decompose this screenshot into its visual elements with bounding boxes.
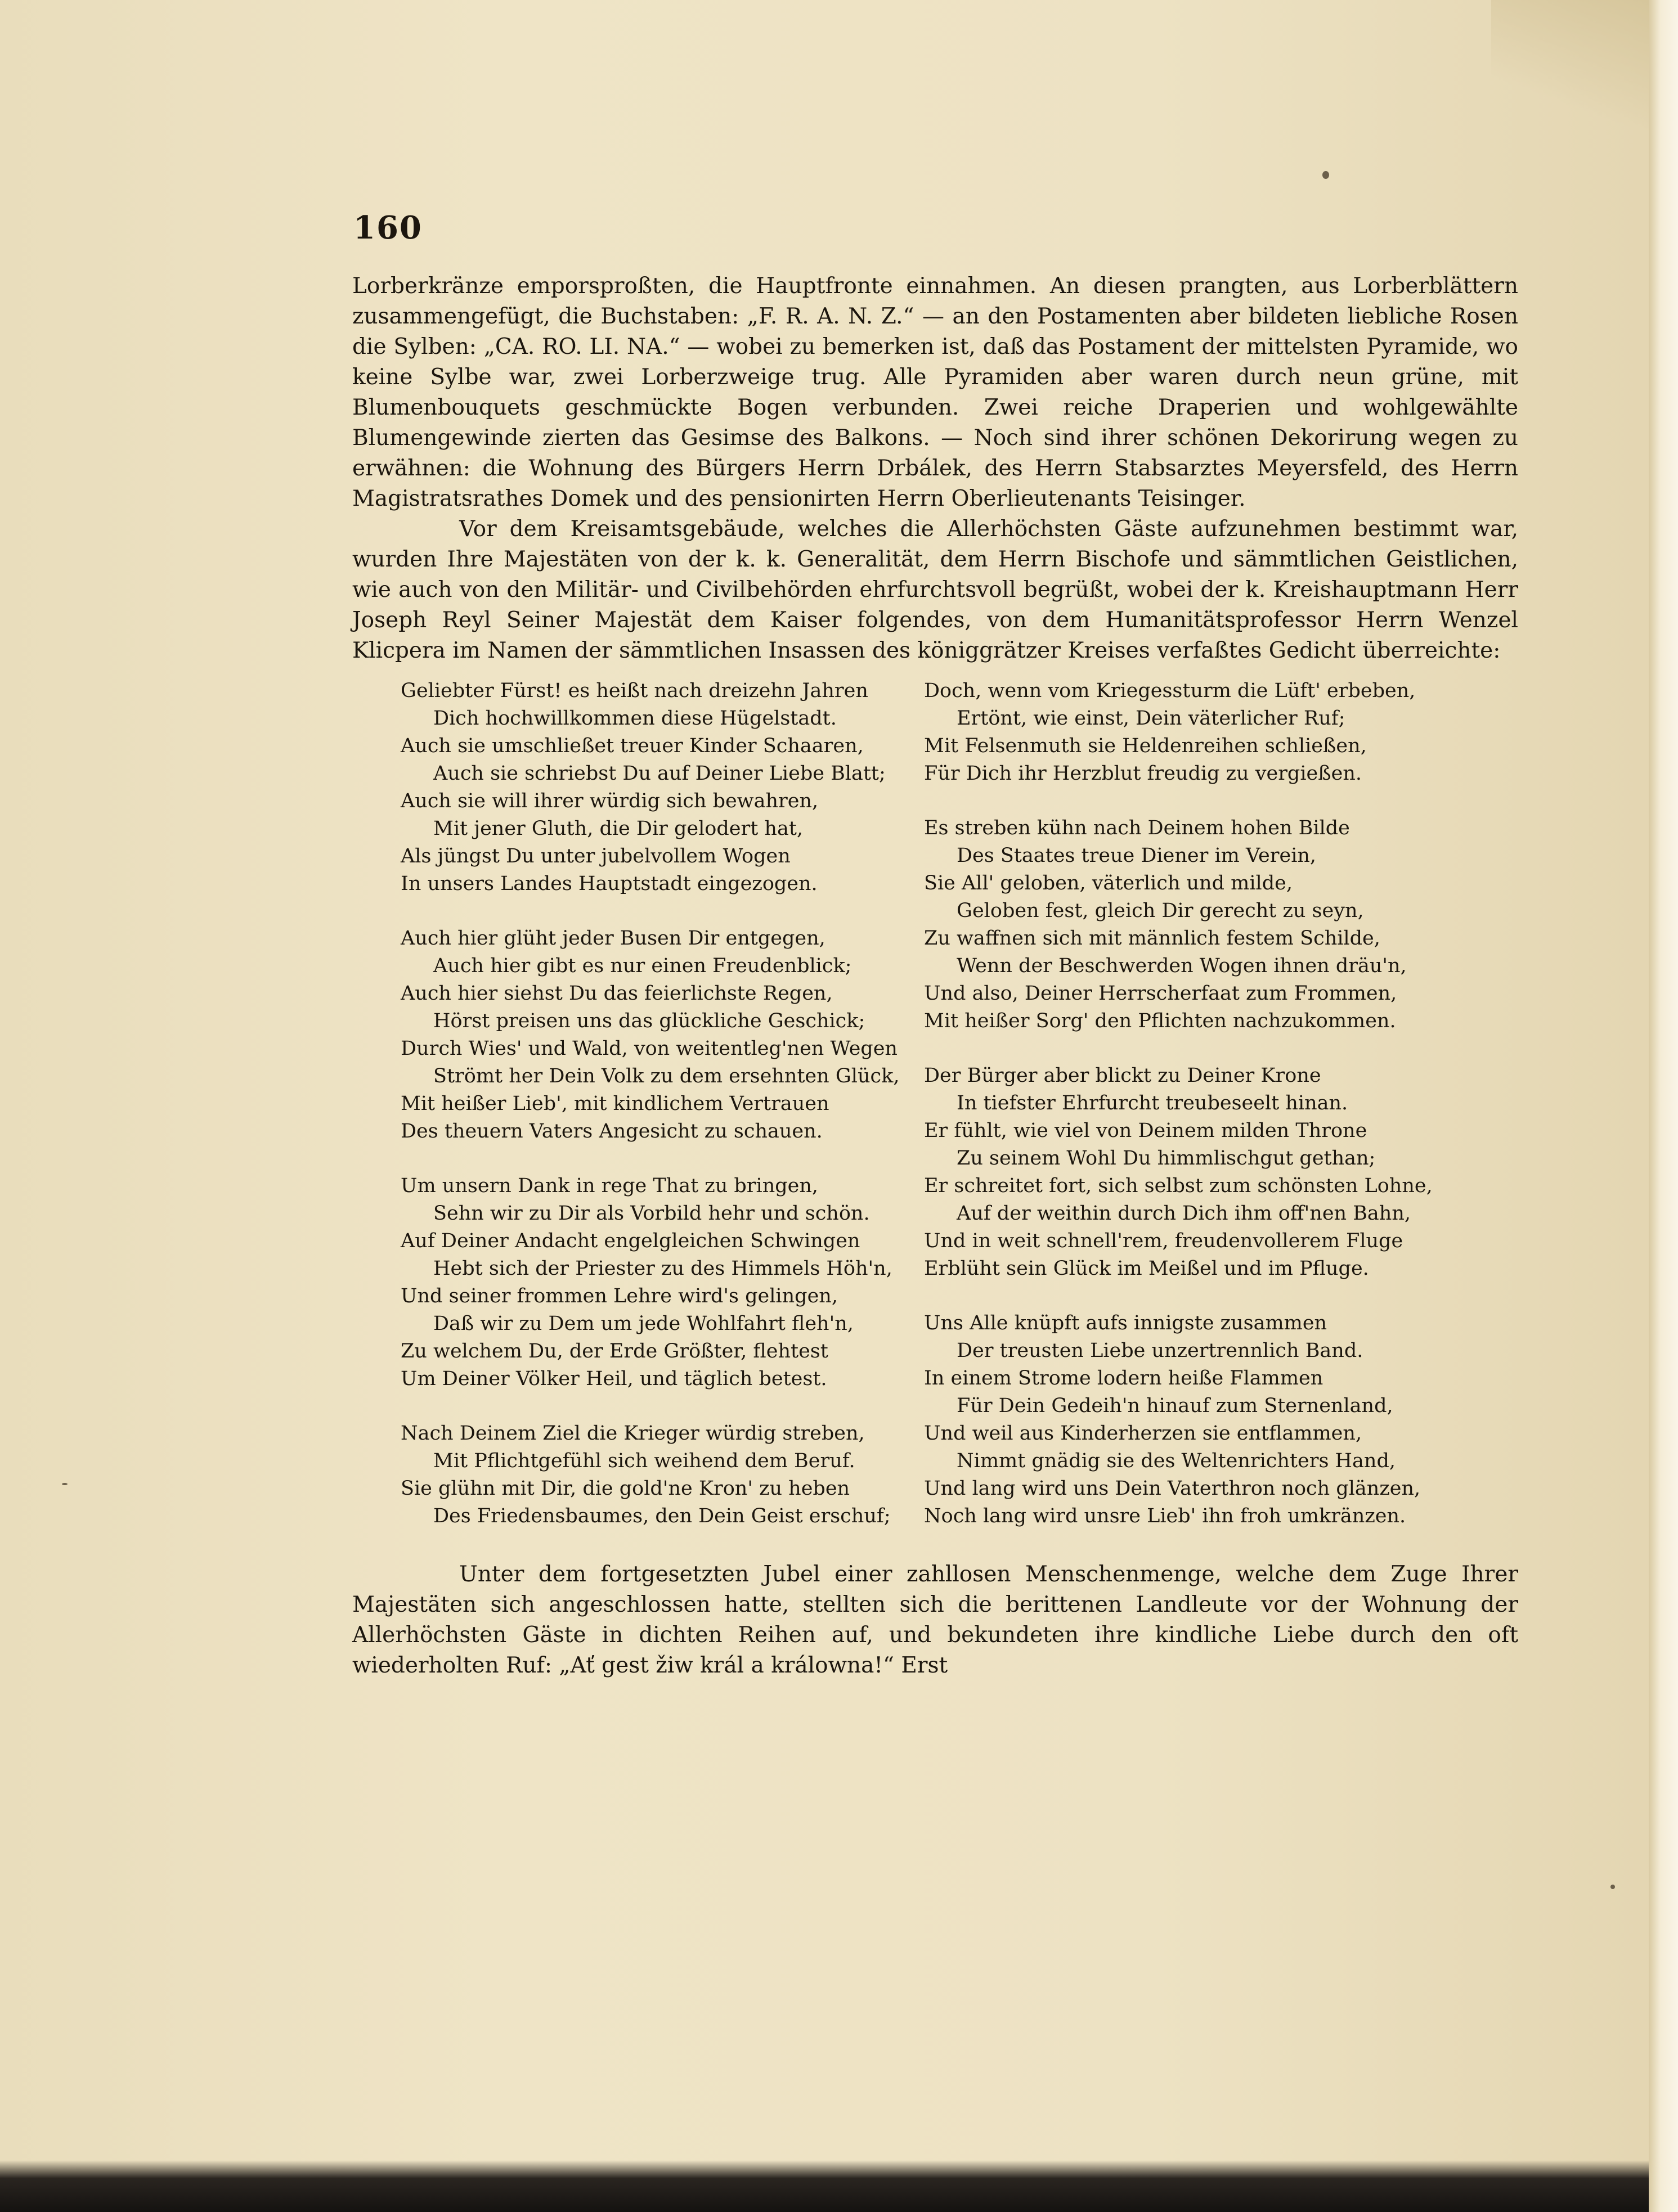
poem-line: Auch hier gibt es nur einen Freudenblick; [433, 955, 852, 977]
poem-line: Und also, Deiner Herrscherfaat zum Frommen, [924, 982, 1397, 1005]
poem-line: Sehn wir zu Dir als Vorbild hehr und schön. [433, 1202, 870, 1225]
poem-stanza [924, 815, 1487, 1035]
poem-line: Auf der weithin durch Dich ihm off'nen Bahn, [957, 1202, 1411, 1225]
paragraph-jubilation: Unter dem fortgesetzten Jubel einer zahllosen Menschenmenge, welche dem Zuge Ihrer Majestäten sich angeschlossen hatte, stellten sich die berittenen Landleute vor der Wohnung der Allerhöchsten Gäste in dichten Reihen auf, und bekundeten ihre kindliche Liebe durch den oft wiederholten Ruf: „Ať gest žiw král a králowna!“ Erst [352, 1562, 1518, 1678]
poem-line: Zu seinem Wohl Du himmlischgut gethan; [957, 1147, 1376, 1170]
poem-stanza [401, 677, 907, 898]
poem-line: Mit Felsenmuth sie Heldenreihen schließen, [924, 735, 1367, 757]
poem-right-column [924, 677, 1487, 1557]
poem-line: Er fühlt, wie viel von Deinem milden Throne [924, 1120, 1367, 1142]
poem-line: Des theuern Vaters Angesicht zu schauen. [401, 1120, 823, 1143]
poem-line: Hörst preisen uns das glückliche Geschick; [433, 1010, 865, 1032]
page-corner-shadow [1491, 0, 1649, 135]
poem-line: Des Staates treue Diener im Verein, [957, 844, 1317, 867]
poem-line: Zu welchem Du, der Erde Größter, flehtest [401, 1340, 828, 1363]
poem-line: Auch sie umschließet treuer Kinder Schaaren, [401, 735, 864, 757]
poem-line: Es streben kühn nach Deinem hohen Bilde [924, 817, 1350, 839]
poem-line: Nimmt gnädig sie des Weltenrichters Hand, [957, 1450, 1396, 1472]
poem-stanza [924, 1062, 1487, 1283]
poem-stanza [401, 1172, 907, 1393]
poem-left-column [401, 677, 907, 1557]
poem-line: Ertönt, wie einst, Dein väterlicher Ruf; [957, 707, 1345, 730]
poem-line: Des Friedensbaumes, den Dein Geist erschuf; [433, 1505, 891, 1527]
page-number: 160 [353, 209, 423, 246]
poem-line: In tiefster Ehrfurcht treubeseelt hinan. [957, 1092, 1348, 1114]
poem-line: Für Dich ihr Herzblut freudig zu vergießen. [924, 762, 1362, 785]
poem-line: Zu waffnen sich mit männlich festem Schilde, [924, 927, 1380, 950]
poem-line: Mit Pflichtgefühl sich weihend dem Beruf. [433, 1450, 855, 1472]
body-text-top [352, 271, 1518, 666]
poem-line: Sie glühn mit Dir, die gold'ne Kron' zu heben [401, 1477, 850, 1500]
poem-line: Daß wir zu Dem um jede Wohlfahrt fleh'n, [433, 1312, 854, 1335]
poem-line: Er schreitet fort, sich selbst zum schönsten Lohne, [924, 1175, 1433, 1197]
poem-line: Auch sie will ihrer würdig sich bewahren, [401, 790, 819, 812]
poem-line: Auch hier glüht jeder Busen Dir entgegen, [401, 927, 825, 950]
poem-line: In einem Strome lodern heiße Flammen [924, 1367, 1323, 1390]
poem-stanza [401, 925, 907, 1145]
poem-line: Und in weit schnell'rem, freudenvollerem Fluge [924, 1230, 1403, 1252]
poem-line: Noch lang wird unsre Lieb' ihn froh umkränzen. [924, 1505, 1406, 1527]
paper-speck [62, 1483, 68, 1485]
poem-line: Strömt her Dein Volk zu dem ersehnten Glück, [433, 1065, 900, 1087]
poem-line: Geliebter Fürst! es heißt nach dreizehn Jahren [401, 680, 868, 702]
poem-line: Und weil aus Kinderherzen sie entflammen, [924, 1422, 1362, 1445]
poem-stanza [924, 1310, 1487, 1530]
poem-line: Erblüht sein Glück im Meißel und im Pfluge. [924, 1257, 1369, 1280]
poem-line: Auf Deiner Andacht engelgleichen Schwingen [401, 1230, 860, 1252]
poem-line: Um Deiner Völker Heil, und täglich betest. [401, 1368, 827, 1390]
paper-speck [1610, 1885, 1615, 1889]
page-edge [1649, 0, 1678, 2212]
poem-line: Der treusten Liebe unzertrennlich Band. [957, 1339, 1363, 1362]
poem-line: Auch hier siehst Du das feierlichste Regen, [401, 982, 833, 1005]
poem-line: Hebt sich der Priester zu des Himmels Höh'n, [433, 1257, 892, 1280]
poem-line: Geloben fest, gleich Dir gerecht zu seyn, [957, 900, 1364, 922]
body-text-bottom [352, 1559, 1518, 1681]
poem-line: Mit jener Gluth, die Dir gelodert hat, [433, 817, 804, 840]
poem-line: Als jüngst Du unter jubelvollem Wogen [401, 845, 791, 867]
poem-line: Mit heißer Sorg' den Pflichten nachzukommen. [924, 1010, 1396, 1032]
paper-speck [1322, 171, 1329, 179]
poem-line: Nach Deinem Ziel die Krieger würdig streben, [401, 1422, 865, 1445]
scan-bottom-shadow [0, 2160, 1649, 2212]
poem-line: Durch Wies' und Wald, von weitentleg'nen Wegen [401, 1037, 898, 1060]
poem-line: Und seiner frommen Lehre wird's gelingen, [401, 1285, 838, 1307]
poem-line: Doch, wenn vom Kriegessturm die Lüft' erbeben, [924, 680, 1416, 702]
poem-line: Mit heißer Lieb', mit kindlichem Vertrauen [401, 1092, 829, 1115]
poem-line: Und lang wird uns Dein Vaterthron noch glänzen, [924, 1477, 1421, 1500]
poem-stanza [401, 1420, 907, 1530]
poem-line: Sie All' geloben, väterlich und milde, [924, 872, 1293, 894]
poem-line: Für Dein Gedeih'n hinauf zum Sternenland, [957, 1395, 1393, 1417]
poem-line: Der Bürger aber blickt zu Deiner Krone [924, 1064, 1321, 1087]
poem-line: Wenn der Beschwerden Wogen ihnen dräu'n, [957, 955, 1407, 977]
poem-stanza [924, 677, 1487, 788]
poem-line: Auch sie schriebst Du auf Deiner Liebe Blatt; [433, 762, 886, 785]
poem-line: Dich hochwillkommen diese Hügelstadt. [433, 707, 837, 730]
poem-line: Uns Alle knüpft aufs innigste zusammen [924, 1312, 1327, 1334]
poem-line: Um unsern Dank in rege That zu bringen, [401, 1175, 819, 1197]
paragraph-decorations: Lorberkränze emporsproßten, die Hauptfronte einnahmen. An diesen prangten, aus Lorberblättern zusammengefügt, die Buchstaben: „F. R. A. N. Z.“ — an den Postamenten aber bildeten liebliche Rosen die Sylben: „CA. RO. LI. NA.“ — wobei zu bemerken ist, daß das Postament der mittelsten Pyramide, wo keine Sylbe war, zwei Lorberzweige trug. Alle Pyramiden aber waren durch neun grüne, mit Blumenbouquets geschmückte Bogen verbunden. Zwei reiche Draperien und wohlgewählte Blumengewinde zierten das Gesimse des Balkons. — Noch sind ihrer schönen Dekorirung wegen zu erwähnen: die Wohnung des Bürgers Herrn Drbálek, des Herrn Stabsarztes Meyersfeld, des Herrn Magistratsrathes Domek und des pensionirten Herrn Oberlieutenants Teisinger. [352, 273, 1518, 511]
poem-line: In unsers Landes Hauptstadt eingezogen. [401, 873, 818, 895]
paragraph-reception: Vor dem Kreisamtsgebäude, welches die Allerhöchsten Gäste aufzunehmen bestimmt war, wurden Ihre Majestäten von der k. k. Generalität, dem Herrn Bischofe und sämmtlichen Geistlichen, wie auch von den Militär- und Civilbehörden ehrfurchtsvoll begrüßt, wobei der k. Kreishauptmann Herr Joseph Reyl Seiner Majestät dem Kaiser folgendes, von dem Humanitätsprofessor Herrn Wenzel Klicpera im Namen der sämmtlichen Insassen des königgrätzer Kreises verfaßtes Gedicht überreichte: [352, 516, 1518, 663]
